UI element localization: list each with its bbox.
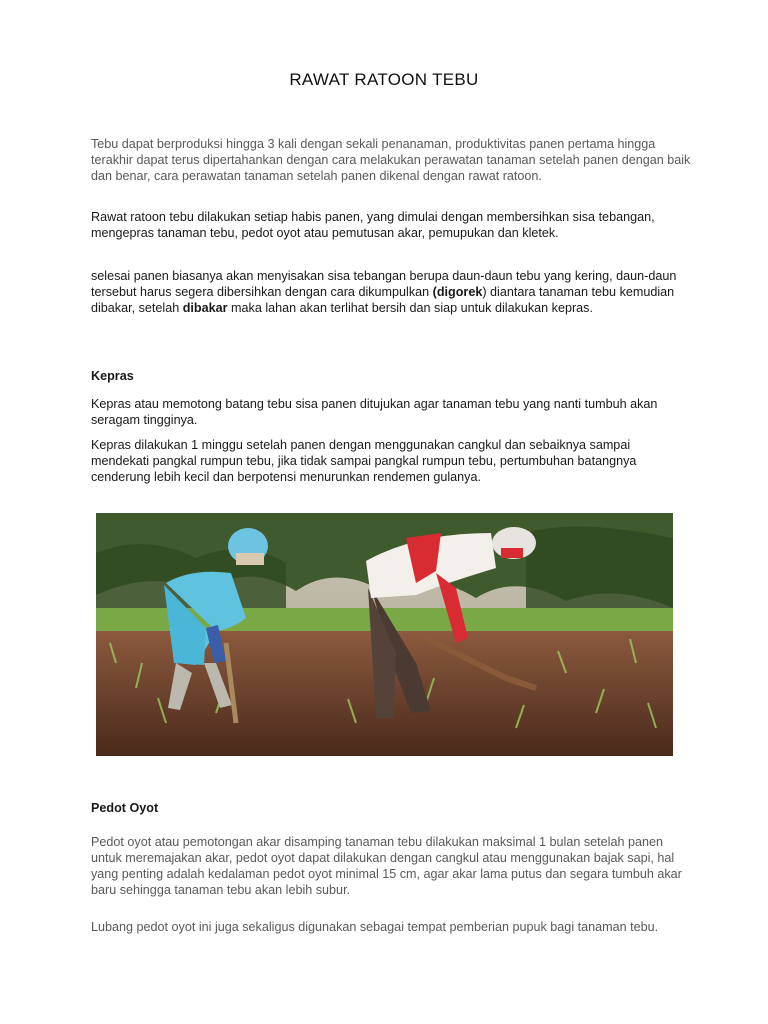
kepras-paragraph-1: Kepras atau memotong batang tebu sisa panen ditujukan agar tanaman tebu yang nanti tumbuh akan seragam tingginya. [91,397,658,427]
cleanup-paragraph [91,268,691,316]
cleanup-text-2: ) diantara tanaman tebu kemudian dibakar, setelah [91,285,675,315]
ratoon-overview-paragraph: Rawat ratoon tebu dilakukan setiap habis panen, yang dimulai dengan membersihkan sisa tebangan, mengepras tanaman tebu, pedot oyot atau pemutusan akar, pemupukan dan kletek. [91,210,655,240]
kepras-heading: Kepras [91,369,134,383]
page-title: RAWAT RATOON TEBU [289,70,479,89]
pedot-oyot-heading: Pedot Oyot [91,801,159,815]
cleanup-text-3: maka lahan akan terlihat bersih dan siap untuk dilakukan kepras. [227,301,593,315]
cleanup-text-1: selesai panen biasanya akan menyisakan sisa tebangan berupa daun-daun tebu yang kering, daun-daun tersebut harus segera dibersihkan dengan cara dikumpulkan [91,269,677,299]
pedot-oyot-paragraph-2: Lubang pedot oyot ini juga sekaligus digunakan sebagai tempat pemberian pupuk bagi tanaman tebu. [91,920,659,934]
cleanup-bold-dibakar: dibakar [182,301,228,315]
pedot-oyot-paragraph-1: Pedot oyot atau pemotongan akar disamping tanaman tebu dilakukan maksimal 1 bulan setelah panen untuk meremajakan akar, pedot oyot dapat dilakukan dengan cangkul atau menggunakan bajak sapi, hal yang penting adalah kedalaman pedot oyot minimal 15 cm, agar akar lama putus dan segara tumbuh akar baru sehingga tanaman tebu akan lebih subur. [91,835,682,897]
kepras-paragraph-2: Kepras dilakukan 1 minggu setelah panen dengan menggunakan cangkul dan sebaiknya sampai mendekati pangkal rumpun tebu, jika tidak sampai pangkal rumpun tebu, pertumbuhan batangnya cenderung lebih kecil dan berpotensi menurunkan rendemen gulanya. [91,438,637,484]
farmers-hoeing-photo [96,513,673,756]
cleanup-bold-digorek: (digorek [432,285,483,299]
intro-paragraph: Tebu dapat berproduksi hingga 3 kali dengan sekali penanaman, produktivitas panen pertama hingga terakhir dapat terus dipertahankan dengan cara melakukan perawatan tanaman setelah panen dengan baik dan benar, cara perawatan tanaman setelah panen dikenal dengan rawat ratoon. [91,137,691,183]
